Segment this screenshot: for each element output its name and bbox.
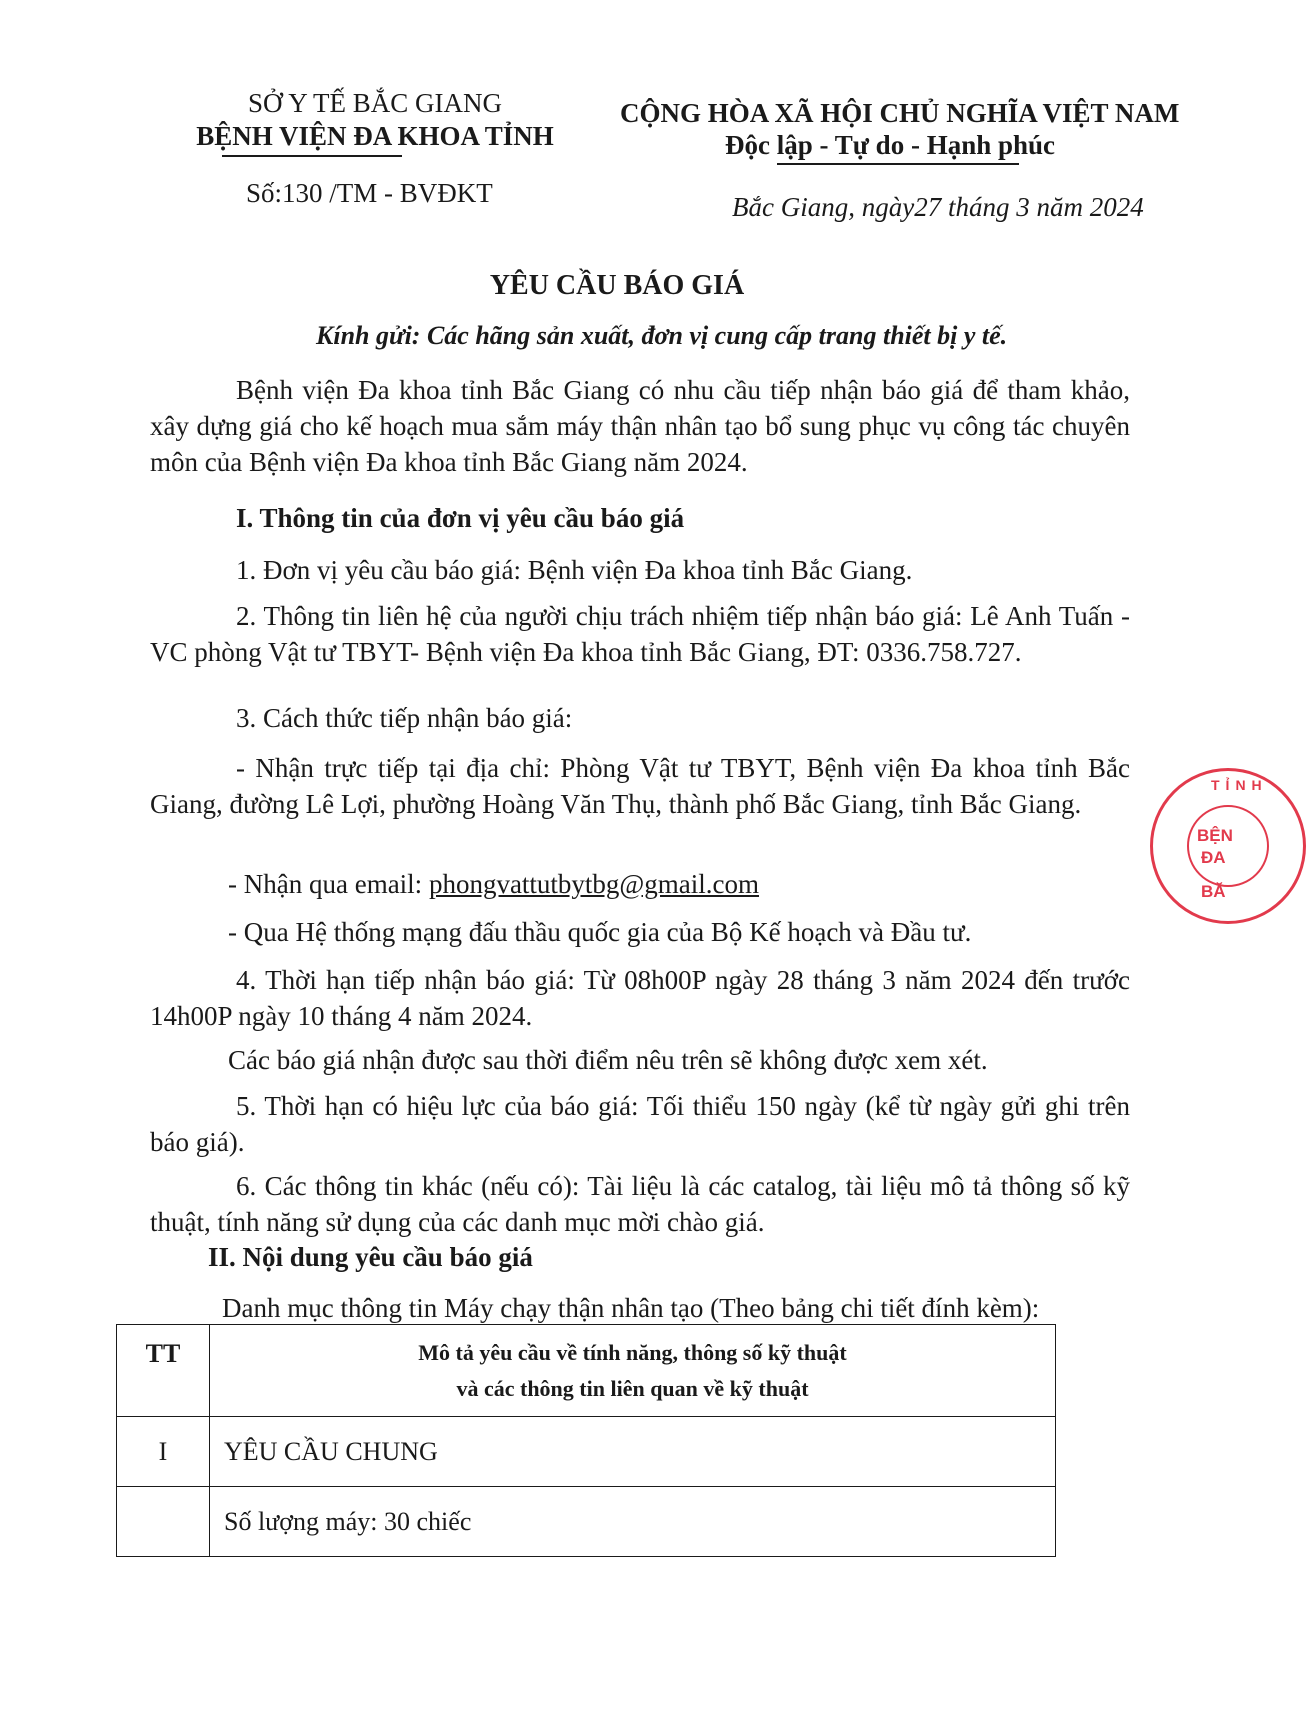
section-2-intro: Danh mục thông tin Máy chạy thận nhân tạo (Theo bảng chi tiết đính kèm): — [222, 1293, 1040, 1323]
recipient-line: Kính gửi: Các hãng sản xuất, đơn vị cung cấp trang thiết bị y tế. — [316, 321, 1008, 350]
table-cell-tt: I — [117, 1417, 210, 1487]
header-left-underline — [222, 155, 402, 157]
official-seal-stamp — [1150, 768, 1306, 924]
department-name: SỞ Y TẾ BẮC GIANG — [247, 88, 502, 118]
table-header-description — [210, 1325, 1056, 1417]
reference-number: Số:130 /TM - BVĐKT — [246, 178, 493, 208]
table-header-desc-line-1: Mô tả yêu cầu về tính năng, thông số kỹ thuật — [418, 1339, 847, 1365]
section-1-item-6: 6. Các thông tin khác (nếu có): Tài liệu là các catalog, tài liệu mô tả thông số kỹ thuật, tính năng sử dụng của các danh mục mời chào giá. — [150, 1171, 1130, 1237]
section-1-item-4-note: Các báo giá nhận được sau thời điểm nêu trên sẽ không được xem xét. — [228, 1045, 988, 1075]
hospital-name: BỆNH VIỆN ĐA KHOA TỈNH — [196, 121, 554, 151]
section-1-item-1: 1. Đơn vị yêu cầu báo giá: Bệnh viện Đa khoa tỉnh Bắc Giang. — [236, 555, 913, 585]
seal-text-line-1: BỆN — [1197, 826, 1233, 845]
table-cell-description: Số lượng máy: 30 chiếc — [210, 1487, 1056, 1557]
table-header-desc-line-2: và các thông tin liên quan về kỹ thuật — [456, 1375, 809, 1401]
seal-ring-text: TỈNH — [1211, 777, 1268, 793]
section-1-heading: I. Thông tin của đơn vị yêu cầu báo giá — [236, 503, 685, 533]
intro-paragraph: Bệnh viện Đa khoa tỉnh Bắc Giang có nhu cầu tiếp nhận báo giá để tham khảo, xây dựng giá cho kế hoạch mua sắm máy thận nhân tạo bổ sung phục vụ công tác chuyên môn của Bệnh viện Đa khoa tỉnh Bắc Giang năm 2024. — [150, 375, 1130, 477]
national-motto: Độc lập - Tự do - Hạnh phúc — [724, 130, 1056, 160]
national-title: CỘNG HÒA XÃ HỘI CHỦ NGHĨA VIỆT NAM — [620, 98, 1180, 128]
email-label: - Nhận qua email: — [228, 869, 429, 899]
table-cell-description: YÊU CẦU CHUNG — [210, 1417, 1056, 1487]
header-right-underline — [777, 163, 1019, 165]
section-1-item-3-direct: - Nhận trực tiếp tại địa chỉ: Phòng Vật tư TBYT, Bệnh viện Đa khoa tỉnh Bắc Giang, đường Lê Lợi, phường Hoàng Văn Thụ, thành phố Bắc Giang, tỉnh Bắc Giang. — [150, 753, 1130, 819]
section-1-item-3-system: - Qua Hệ thống mạng đấu thầu quốc gia của Bộ Kế hoạch và Đầu tư. — [228, 917, 972, 947]
table-row — [117, 1487, 1056, 1557]
section-1-item-3-email-line — [228, 866, 759, 902]
spec-table — [116, 1324, 1056, 1557]
section-1-item-5: 5. Thời hạn có hiệu lực của báo giá: Tối thiểu 150 ngày (kể từ ngày gửi ghi trên báo giá). — [150, 1091, 1130, 1157]
seal-text-line-3: BĂ — [1201, 882, 1226, 901]
table-cell-tt — [117, 1487, 210, 1557]
section-1-item-2: 2. Thông tin liên hệ của người chịu trách nhiệm tiếp nhận báo giá: Lê Anh Tuấn - VC phòng Vật tư TBYT- Bệnh viện Đa khoa tỉnh Bắc Giang, ĐT: 0336.758.727. — [150, 601, 1130, 667]
table-row — [117, 1417, 1056, 1487]
seal-text-line-2: ĐA — [1201, 848, 1226, 867]
table-header-tt: TT — [117, 1325, 210, 1417]
section-1-item-4: 4. Thời hạn tiếp nhận báo giá: Từ 08h00P ngày 28 tháng 3 năm 2024 đến trước 14h00P ngày 10 tháng 4 năm 2024. — [150, 965, 1130, 1031]
email-link[interactable]: phongvattutbytbg@gmail.com — [428, 869, 760, 899]
document-title: YÊU CẦU BÁO GIÁ — [489, 270, 745, 301]
seal-inner-ring — [1187, 805, 1269, 887]
section-1-item-3: 3. Cách thức tiếp nhận báo giá: — [236, 703, 573, 733]
section-2-heading: II. Nội dung yêu cầu báo giá — [208, 1242, 533, 1272]
table-header-row — [117, 1325, 1056, 1417]
document-date: Bắc Giang, ngày27 tháng 3 năm 2024 — [732, 192, 1144, 222]
